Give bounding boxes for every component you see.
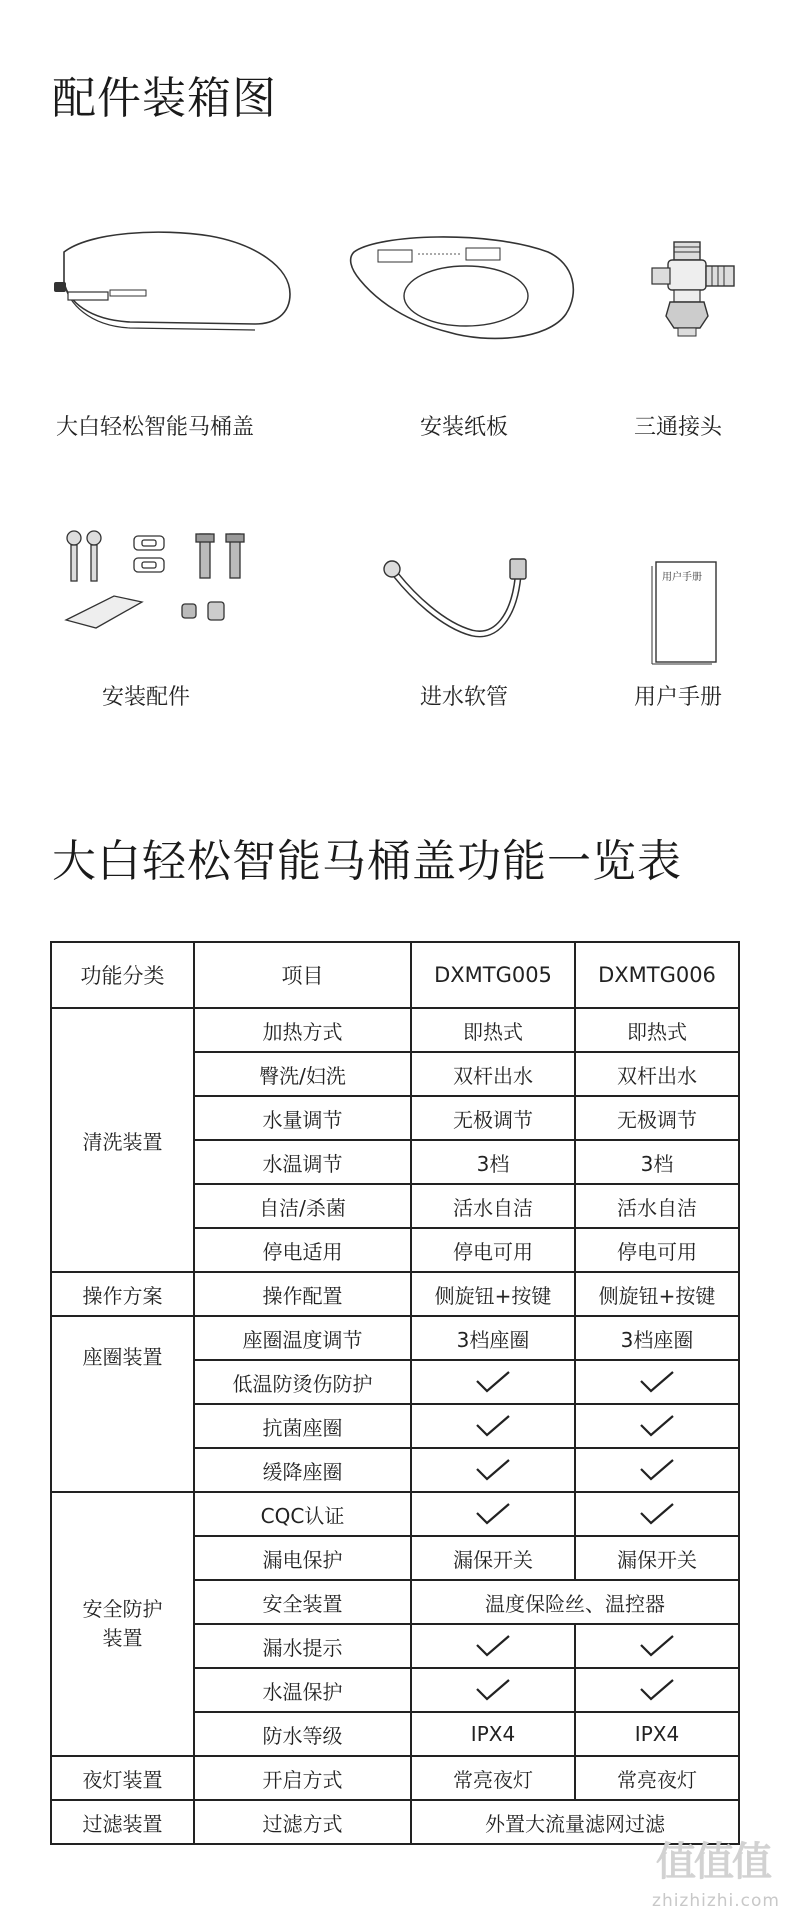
item-cell: 水量调节 xyxy=(194,1096,411,1140)
category-cell: 座圈装置 xyxy=(51,1316,194,1492)
value-cell: 3档座圈 xyxy=(411,1316,575,1360)
table-row xyxy=(51,1272,739,1316)
value-cell: IPX4 xyxy=(411,1712,575,1756)
table-row xyxy=(51,1316,739,1360)
water-hose-icon xyxy=(382,555,532,660)
table-row xyxy=(51,1800,739,1844)
item-cell: 漏电保护 xyxy=(194,1536,411,1580)
item-cell: 操作配置 xyxy=(194,1272,411,1316)
category-cell: 夜灯装置 xyxy=(51,1756,194,1800)
item-cell: 低温防烫伤防护 xyxy=(194,1360,411,1404)
header-cell: 功能分类 xyxy=(51,942,194,1008)
check-icon xyxy=(474,1413,512,1439)
check-icon xyxy=(474,1677,512,1703)
check-icon xyxy=(638,1501,676,1527)
table-header-row xyxy=(51,942,739,1008)
value-cell: 停电可用 xyxy=(411,1228,575,1272)
check-icon xyxy=(474,1501,512,1527)
category-cell: 过滤装置 xyxy=(51,1800,194,1844)
table-row xyxy=(51,1492,739,1536)
item-cell: 自洁/杀菌 xyxy=(194,1184,411,1228)
value-cell: 漏保开关 xyxy=(575,1536,739,1580)
cardboard-template-icon xyxy=(348,232,578,344)
value-cell-check xyxy=(575,1624,739,1668)
item-cell: 座圈温度调节 xyxy=(194,1316,411,1360)
section-title-accessories: 配件装箱图 xyxy=(52,73,277,124)
item-cell: 加热方式 xyxy=(194,1008,411,1052)
mounting-parts-icon xyxy=(62,530,252,642)
header-cell: 项目 xyxy=(194,942,411,1008)
caption-toilet-seat: 大白轻松智能马桶盖 xyxy=(56,415,255,440)
item-cell: 水温调节 xyxy=(194,1140,411,1184)
table-row xyxy=(51,1008,739,1052)
category-cell: 清洗装置 xyxy=(51,1008,194,1272)
check-icon xyxy=(474,1633,512,1659)
value-cell-check xyxy=(411,1448,575,1492)
value-cell: IPX4 xyxy=(575,1712,739,1756)
value-cell: 3档 xyxy=(575,1140,739,1184)
value-cell: 3档 xyxy=(411,1140,575,1184)
caption-mounting-parts: 安装配件 xyxy=(102,685,191,710)
manual-booklet-icon xyxy=(650,560,720,666)
section-title-feature-table: 大白轻松智能马桶盖功能一览表 xyxy=(52,836,682,887)
caption-t-valve: 三通接头 xyxy=(634,415,723,440)
value-cell: 即热式 xyxy=(411,1008,575,1052)
svg-text:用户手册: 用户手册 xyxy=(662,572,702,583)
item-cell: 水温保护 xyxy=(194,1668,411,1712)
item-cell: 缓降座圈 xyxy=(194,1448,411,1492)
caption-cardboard: 安装纸板 xyxy=(420,415,509,440)
value-cell: 漏保开关 xyxy=(411,1536,575,1580)
check-icon xyxy=(638,1677,676,1703)
value-cell-check xyxy=(411,1668,575,1712)
value-cell: 常亮夜灯 xyxy=(575,1756,739,1800)
caption-manual: 用户手册 xyxy=(634,685,723,710)
value-cell-check xyxy=(411,1624,575,1668)
value-cell-check xyxy=(411,1492,575,1536)
value-cell-check xyxy=(575,1360,739,1404)
table-row xyxy=(51,1756,739,1800)
item-cell: 过滤方式 xyxy=(194,1800,411,1844)
value-cell: 双杆出水 xyxy=(575,1052,739,1096)
merged-value-cell: 温度保险丝、温控器 xyxy=(411,1580,739,1624)
item-cell: 臀洗/妇洗 xyxy=(194,1052,411,1096)
check-icon xyxy=(638,1457,676,1483)
value-cell: 侧旋钮+按键 xyxy=(411,1272,575,1316)
toilet-seat-icon xyxy=(50,222,295,332)
check-icon xyxy=(474,1369,512,1395)
category-cell: 安全防护装置 xyxy=(51,1492,194,1756)
value-cell-check xyxy=(575,1492,739,1536)
value-cell: 活水自洁 xyxy=(575,1184,739,1228)
caption-water-hose: 进水软管 xyxy=(420,685,509,710)
header-cell: DXMTG006 xyxy=(575,942,739,1008)
check-icon xyxy=(638,1413,676,1439)
check-icon xyxy=(474,1457,512,1483)
value-cell: 3档座圈 xyxy=(575,1316,739,1360)
item-cell: 安全装置 xyxy=(194,1580,411,1624)
check-icon xyxy=(638,1633,676,1659)
value-cell: 即热式 xyxy=(575,1008,739,1052)
value-cell-check xyxy=(575,1668,739,1712)
watermark-logo: 值值值 xyxy=(656,1839,770,1885)
item-cell: 漏水提示 xyxy=(194,1624,411,1668)
item-cell: 防水等级 xyxy=(194,1712,411,1756)
item-cell: CQC认证 xyxy=(194,1492,411,1536)
value-cell: 侧旋钮+按键 xyxy=(575,1272,739,1316)
check-icon xyxy=(638,1369,676,1395)
header-cell: DXMTG005 xyxy=(411,942,575,1008)
value-cell: 活水自洁 xyxy=(411,1184,575,1228)
watermark-url: zhizhizhi.com xyxy=(652,1891,780,1911)
value-cell: 常亮夜灯 xyxy=(411,1756,575,1800)
t-valve-icon xyxy=(648,238,740,346)
category-cell: 操作方案 xyxy=(51,1272,194,1316)
value-cell: 无极调节 xyxy=(411,1096,575,1140)
value-cell: 停电可用 xyxy=(575,1228,739,1272)
value-cell-check xyxy=(411,1404,575,1448)
value-cell-check xyxy=(575,1448,739,1492)
value-cell: 双杆出水 xyxy=(411,1052,575,1096)
value-cell: 无极调节 xyxy=(575,1096,739,1140)
merged-value-cell: 外置大流量滤网过滤 xyxy=(411,1800,739,1844)
item-cell: 停电适用 xyxy=(194,1228,411,1272)
value-cell-check xyxy=(575,1404,739,1448)
feature-table xyxy=(50,941,740,1845)
item-cell: 抗菌座圈 xyxy=(194,1404,411,1448)
feature-table-body xyxy=(51,942,739,1844)
item-cell: 开启方式 xyxy=(194,1756,411,1800)
value-cell-check xyxy=(411,1360,575,1404)
